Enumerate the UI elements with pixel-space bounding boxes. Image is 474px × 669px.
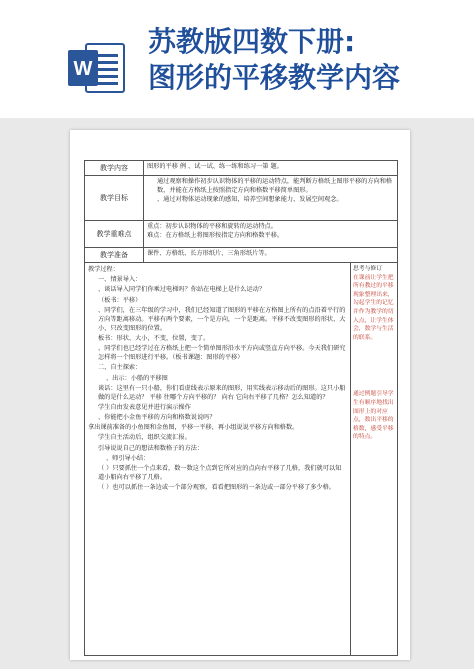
process-line: （ ）也可以抓住一条边或一个部分观察，看看把图形的一条边或一部分平移了多少格。	[98, 484, 336, 492]
process-line: 谈话：这里有一只小船，你们看虚线表示原来的图形，用实线表示移动后的图形。这只小船做的是什么运动？ 平移 往哪个方向平移的？ 向右 它向右平移了几格？怎么知道的？	[98, 384, 346, 401]
keypoints-text-2: 难点：在方格纸上将图形按指定方向和格数平移。	[147, 232, 284, 239]
content-value: 图形的平移 例 、试一试、练一练和练习一第 题。	[147, 163, 283, 170]
keypoints-text-1: 重点：初步认识物体的平移和旋转的运动特点。	[147, 223, 277, 230]
title-banner	[0, 0, 474, 118]
prep-label: 教学准备	[85, 248, 144, 262]
process-line: 引导说说自己的想法和数格子的方法：	[98, 444, 204, 452]
teaching-process	[85, 263, 351, 655]
keypoints-value	[144, 221, 397, 247]
process-line: （板书：平移）	[98, 296, 142, 304]
notes-text-1: 在课前让学生把所有教过的平移现象整理出来，勾起学生的记忆并作为教学的切入点，让学生体会，数学与生活的联系。	[353, 274, 394, 341]
process-line: 、同学们也已经学过在方格纸上把一个简单图形沿水平方向或竖直方向平移。今天我们研究怎样将一个图形进行平移。（板书课题：图形的平移）	[98, 345, 346, 362]
document-page	[70, 130, 410, 660]
table-row	[85, 248, 397, 263]
process-line: 、出示：小船的平移图	[106, 374, 168, 382]
process-line: 二、自主探索：	[98, 364, 142, 372]
process-line: 、你能把小金鱼平移的方向和格数说说吗？	[98, 414, 216, 422]
process-line: 、谈话导入同学们你乘过电梯吗？你站在电梯上是什么运动？	[98, 286, 266, 294]
process-line: 拿出课前准备的小鱼图和金鱼图，平移一平移，再小组说说平移方向和格数。	[88, 424, 299, 432]
process-line: 板书：形状、大小，不变，位置，变了。	[98, 334, 210, 342]
keypoints-label: 教学重难点	[85, 221, 144, 247]
process-line: 、师引导小结：	[106, 454, 150, 462]
goals-value	[144, 176, 397, 220]
process-line: 一、情景导入：	[98, 276, 142, 284]
content-label: 教学内容	[85, 161, 144, 175]
table-row	[85, 221, 397, 248]
process-line: 学生自主活动后，组织交流汇报。	[98, 434, 191, 442]
prep-value: 课件、方格纸、长方形纸片、三角形纸片等。	[147, 250, 271, 257]
revision-notes	[351, 263, 397, 655]
notes-text-2: 通过例题引导学生有顺序地找出图形上的对应点，数出平移的格数，感受平移的特点。	[353, 391, 394, 441]
goals-text-1: 通过观察和操作初步认识物体的平移的运动特点，能判断方格纸上图形平移的方向和格数，并能在方格纸上按照指定方向和格数平移简单图形。	[157, 178, 393, 194]
lesson-plan-table	[84, 160, 398, 656]
goals-label: 教学目标	[85, 176, 144, 220]
process-heading: 教学过程：	[88, 266, 119, 273]
title-line-1: 苏教版四数下册:	[148, 25, 356, 58]
goals-text-2: 、通过对物体运动现象的感知，培养空间想象能力，发展空间观念。	[157, 196, 343, 203]
process-line: 、同学们，在三年级的学习中，我们已经知道了图形的平移在方格图上所有的点沿着平行的方向等距离移动。平移有两个要素，一个是方向，一个是距离。平移不改变图形的形状、大小，只改变图形的位置。	[98, 306, 346, 332]
table-row	[85, 263, 397, 655]
notes-heading: 思考与修订	[353, 266, 382, 272]
svg-text:W: W	[73, 58, 93, 80]
notes-spacer	[353, 342, 395, 390]
table-row	[85, 161, 397, 176]
page-title	[148, 24, 468, 96]
process-line: 学生自由发表意见并进行演示操作	[98, 403, 191, 411]
table-row	[85, 176, 397, 221]
word-document-icon	[68, 42, 126, 94]
process-line: （ ）只要抓住一个点来看，数一数这个点到它所对应的点向右平移了几格，我们就可以知道小船向右平移了几格。	[98, 465, 342, 481]
title-line-2: 图形的平移教学内容	[148, 61, 401, 94]
